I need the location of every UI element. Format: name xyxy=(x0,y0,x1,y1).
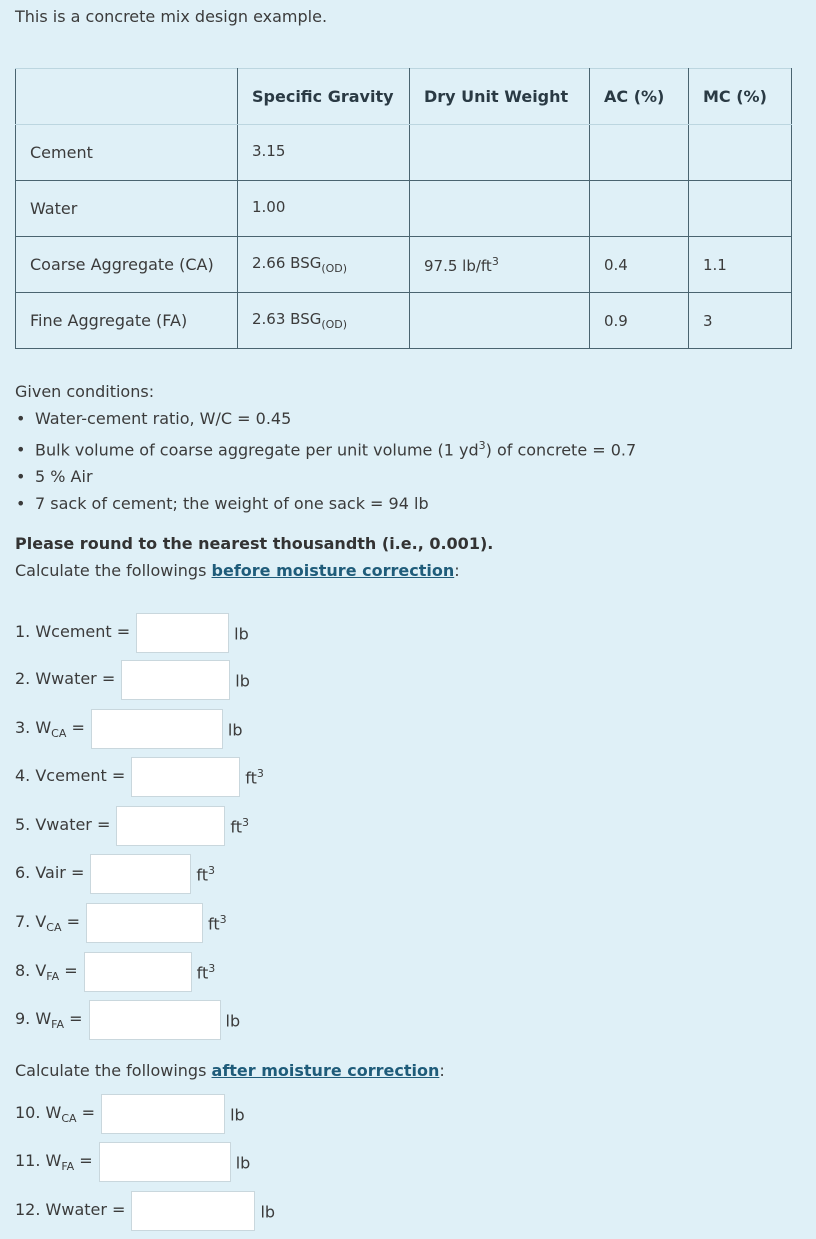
table-header-row xyxy=(16,69,792,125)
question-row xyxy=(15,709,243,749)
row-duw xyxy=(410,181,590,237)
question-row xyxy=(15,952,215,992)
calc-after-title: Calculate the followings after moisture correction: xyxy=(15,1061,445,1080)
header-dry-unit-weight: Dry Unit Weight xyxy=(410,69,590,125)
question-row xyxy=(15,854,215,894)
before-moisture-link[interactable]: before moisture correction xyxy=(211,561,455,580)
answer-input[interactable] xyxy=(90,854,191,894)
row-mc xyxy=(689,181,792,237)
row-mc xyxy=(689,125,792,181)
row-ac xyxy=(590,125,689,181)
row-mc: 3 xyxy=(689,293,792,349)
question-label: 4. Vcement = xyxy=(15,765,126,785)
row-name: Water xyxy=(16,181,238,237)
unit-label: lb xyxy=(225,1011,241,1031)
question-row xyxy=(15,1094,245,1134)
row-name: Coarse Aggregate (CA) xyxy=(16,237,238,293)
unit-label: $ft^3$ xyxy=(196,961,216,983)
unit-label: lb xyxy=(230,1105,245,1125)
answer-input[interactable] xyxy=(99,1142,231,1182)
answer-input[interactable] xyxy=(116,806,225,846)
header-specific-gravity: Specific Gravity xyxy=(238,69,410,125)
row-sg: 3.15 xyxy=(238,125,410,181)
question-label: 9. $W_{FA}$ = xyxy=(15,1008,83,1032)
question-label: 10. $W_{CA}$ = xyxy=(15,1102,96,1126)
question-row xyxy=(15,1142,250,1182)
question-row xyxy=(15,1191,275,1231)
row-duw xyxy=(410,293,590,349)
list-item: • Water-cement ratio, W/C = 0.45 xyxy=(35,405,636,432)
answer-input[interactable] xyxy=(131,1191,255,1231)
answer-input[interactable] xyxy=(86,903,203,943)
given-title: Given conditions: xyxy=(15,382,155,401)
answer-input[interactable] xyxy=(121,660,230,700)
answer-input[interactable] xyxy=(131,757,240,797)
question-label: 8. $V_{FA}$ = xyxy=(15,960,78,984)
after-moisture-link[interactable]: after moisture correction xyxy=(211,1061,440,1080)
answer-input[interactable] xyxy=(101,1094,225,1134)
unit-label: lb xyxy=(227,720,243,740)
row-duw xyxy=(410,125,590,181)
header-empty xyxy=(16,69,238,125)
given-list xyxy=(15,405,636,517)
question-label: 12. Wwater = xyxy=(15,1199,126,1219)
header-mc: MC (%) xyxy=(689,69,792,125)
material-properties-table xyxy=(15,68,792,349)
question-row xyxy=(15,613,249,653)
question-row xyxy=(15,757,264,797)
unit-label: lb xyxy=(235,671,250,691)
unit-label: lb xyxy=(260,1202,276,1222)
question-row xyxy=(15,806,249,846)
row-duw: 97.5 $lb/ft^3$ xyxy=(410,237,590,293)
given-conditions xyxy=(15,378,636,517)
unit-label: $ft^3$ xyxy=(208,912,227,934)
rounding-note: Please round to the nearest thousandth (i.e., 0.001). xyxy=(15,534,494,553)
header-ac: AC (%) xyxy=(590,69,689,125)
row-sg: 2.63 $BSG_{(OD)}$ xyxy=(238,293,410,349)
question-label: 11. $W_{FA}$ = xyxy=(15,1150,93,1174)
list-item: • 5 % Air xyxy=(35,463,636,490)
question-label: 7. $V_{CA}$ = xyxy=(15,911,81,935)
unit-label: $ft^3$ xyxy=(245,766,264,788)
question-label: 6. Vair = xyxy=(15,862,85,882)
question-row xyxy=(15,903,227,943)
row-ac: 0.4 xyxy=(590,237,689,293)
question-label: 2. Wwater = xyxy=(15,668,116,688)
row-ac: 0.9 xyxy=(590,293,689,349)
row-sg: 1.00 xyxy=(238,181,410,237)
question-row xyxy=(15,1000,240,1040)
row-mc: 1.1 xyxy=(689,237,792,293)
row-sg: 2.66 $BSG_{(OD)}$ xyxy=(238,237,410,293)
question-label: 3. $W_{CA}$ = xyxy=(15,717,85,741)
intro-text: This is a concrete mix design example. xyxy=(15,7,328,26)
list-item: • 7 sack of cement; the weight of one sack = 94 lb xyxy=(35,490,636,517)
unit-label: lb xyxy=(234,624,249,644)
question-label: 5. Vwater = xyxy=(15,814,111,834)
list-item: • Bulk volume of coarse aggregate per unit volume (1 $yd^3$) of concrete = 0.7 xyxy=(35,432,636,463)
answer-input[interactable] xyxy=(89,1000,221,1040)
table-row xyxy=(16,125,792,181)
unit-label: lb xyxy=(235,1153,251,1173)
table-row xyxy=(16,237,792,293)
calc-before-title: Calculate the followings before moisture correction: xyxy=(15,561,460,580)
answer-input[interactable] xyxy=(84,952,192,992)
row-name: Fine Aggregate (FA) xyxy=(16,293,238,349)
unit-label: $ft^3$ xyxy=(196,863,215,885)
row-ac xyxy=(590,181,689,237)
unit-label: $ft^3$ xyxy=(230,815,249,837)
answer-input[interactable] xyxy=(91,709,223,749)
answer-input[interactable] xyxy=(136,613,229,653)
question-row xyxy=(15,660,250,700)
table-row xyxy=(16,181,792,237)
table-row xyxy=(16,293,792,349)
row-name: Cement xyxy=(16,125,238,181)
question-label: 1. Wcement = xyxy=(15,621,131,641)
